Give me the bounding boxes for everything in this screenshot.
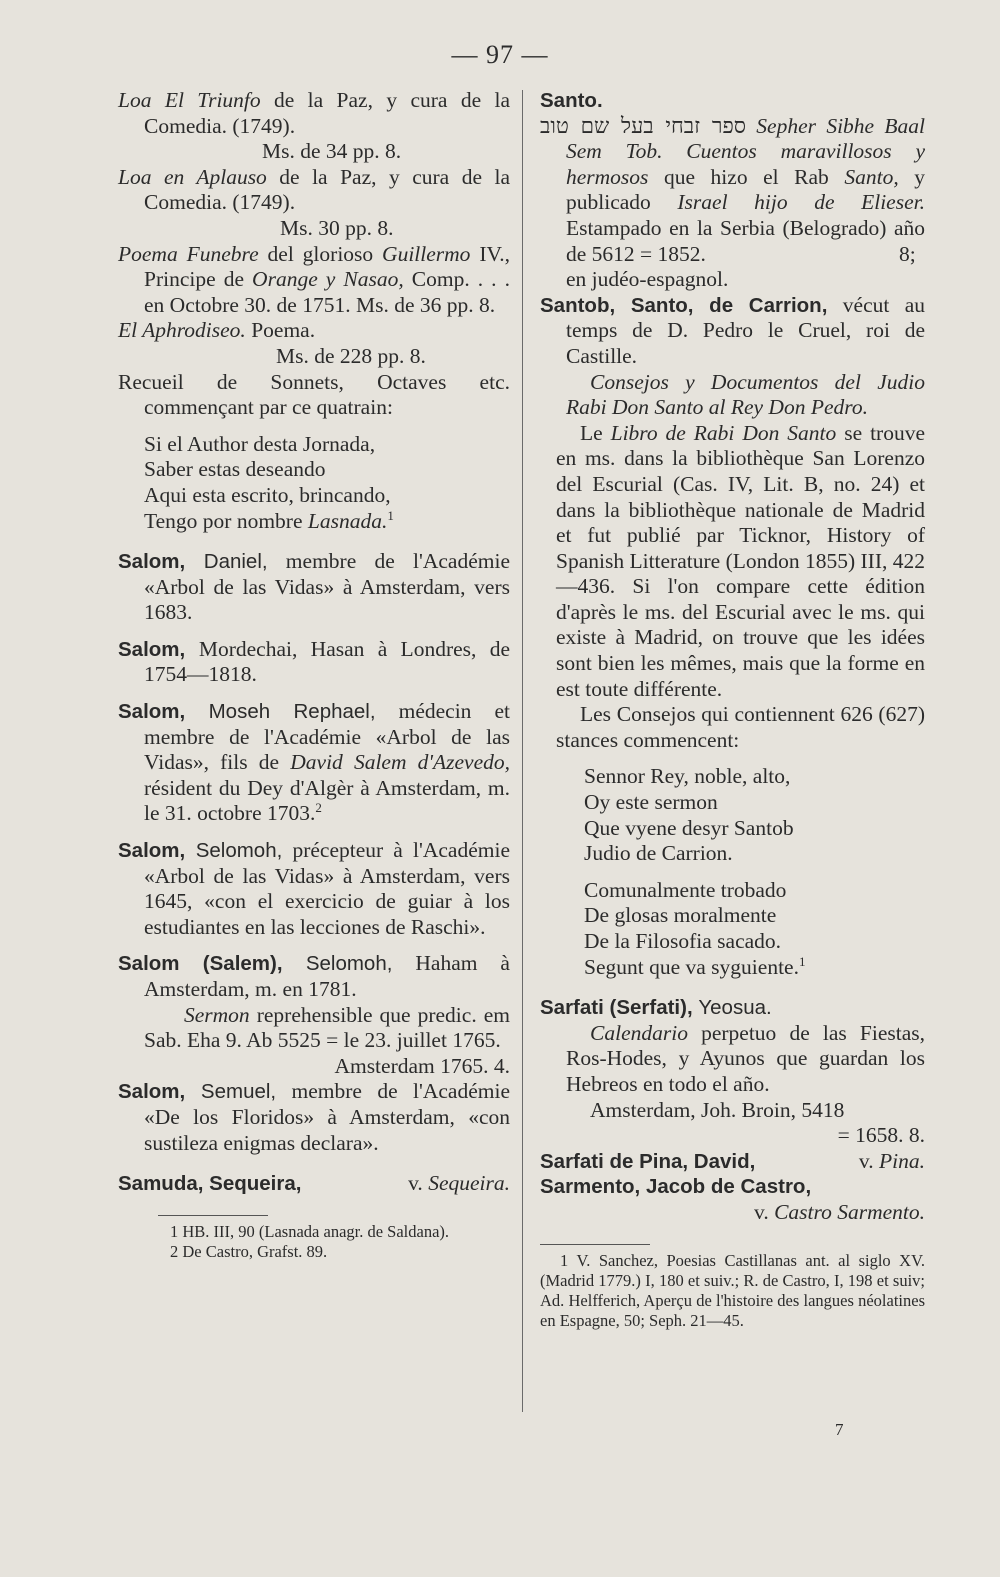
entry-sarfati: Sarfati (Serfati), Yeosua. <box>540 996 772 1020</box>
entry-samuda: Samuda, Sequeira, v. Sequeira. <box>118 1171 510 1196</box>
footnote-rule <box>158 1215 268 1216</box>
entry-salom-semuel: Salom, Semuel, membre de l'Académie «De los Floridos» à Amsterdam, «con sustileza enigmas declara». <box>118 1079 510 1155</box>
entry-poema-funebre: Poema Funebre del glorioso Guillermo IV., Principe de Orange y Nasao, Comp. . . . en Octobre 30. de 1751. Ms. de 36 pp. 8. <box>118 241 510 317</box>
entry-loa-triunfo: Loa El Triunfo de la Paz, y cura de la Comedia. (1749). <box>118 88 510 138</box>
verse-block-1 <box>540 764 925 866</box>
hebrew-title: ספר זבחי בעל שם טוב <box>540 113 746 139</box>
entry-sarmento: Sarmento, Jacob de Castro, <box>540 1175 812 1199</box>
entry-sepher-lang: en judéo-espagnol. <box>566 267 729 292</box>
verse-line: Que vyene desyr Santob <box>584 815 794 840</box>
entry-salom-daniel: Salom, Daniel, membre de l'Académie «Arbol de las Vidas» à Amsterdam, vers 1683. <box>118 549 510 625</box>
verse-line: Sennor Rey, noble, alto, <box>584 764 791 789</box>
footnote-ref: 1 <box>387 507 394 523</box>
footnote-right: 1 V. Sanchez, Poesias Castillanas ant. al siglo XV. (Madrid 1779.) I, 180 et suiv.; R. de Castro, I, 198 et suiv; Ad. Helfferich, Aperçu de l'histoire des langues néolatines en Espagne, 50; Seph. 21—45. <box>540 1250 925 1330</box>
entry-les-consejos: Les Consejos qui contiennent 626 (627) stances commencent: <box>556 702 925 752</box>
entry-salom-mordechai: Salom, Mordechai, Hasan à Londres, de 1754—1818. <box>118 636 510 687</box>
verse-line: Segunt que va syguiente.$^1$ <box>584 953 806 979</box>
quatrain <box>118 432 510 534</box>
left-column <box>118 88 510 1262</box>
entry-salom-salem: Salom (Salem), Selomoh, Haham à Amsterdam, m. en 1781. <box>118 951 510 1001</box>
footnote-ref: 1 <box>798 953 806 969</box>
verse-line: De glosas moralmente <box>584 903 777 928</box>
page-number: — 97 — <box>451 40 549 69</box>
footnote-2: 2 De Castro, Grafst. 89. <box>170 1241 328 1261</box>
entry-salom-selomoh: Salom, Selomoh, précepteur à l'Académie «Arbol de las Vidas» à Amsterdam, vers 1645, «con el exercicio de guiar à los estudiantes en las lecciones de Raschi». <box>118 838 510 939</box>
entry-sarmento-ref: v. Castro Sarmento. <box>753 1199 925 1224</box>
footnote-ref: 2 <box>315 800 322 816</box>
verse-block-2 <box>540 878 925 980</box>
entry-sepher: ספר זבחי בעל שם טוב Sepher Sibhe Baal Sem Tob. Cuentos maravillosos y hermosos que hizo el Rab Santo, y publicado Israel hijo de Elieser. Estampado en la Serbia (Belogrado) año de 5612 = 1852. 8; <box>540 113 926 266</box>
entry-recueil: Recueil de Sonnets, Octaves etc. commençant par ce quatrain: <box>118 369 510 420</box>
entry-calendario-year: = 1658. 8. <box>837 1123 925 1148</box>
entry-loa-aplauso-ms: Ms. 30 pp. 8. <box>280 215 394 240</box>
entry-consejos: Consejos y Documentos del Judio Rabi Don Santo al Rey Don Pedro. <box>566 369 925 420</box>
right-column <box>540 88 925 1331</box>
verse-line: De la Filosofia sacado. <box>584 929 782 953</box>
entry-santob: Santob, Santo, de Carrion, vécut au temps de D. Pedro le Cruel, roi de Castille. <box>540 292 925 368</box>
verse-line: Tengo por nombre Lasnada.$^1$ <box>144 507 394 533</box>
verse-line: Oy este sermon <box>584 790 718 815</box>
entry-calendario-place: Amsterdam, Joh. Broin, 5418 <box>590 1097 845 1122</box>
verse-line: Saber estas deseando <box>144 457 326 482</box>
entry-santo-head: Santo. <box>540 89 603 112</box>
entry-sermon-place: Amsterdam 1765. 4. <box>334 1053 510 1078</box>
entry-salom-moseh: Salom, Moseh Rephael, médecin et membre de l'Académie «Arbol de las Vidas», fils de David Salem d'Azevedo, résident du Dey d'Algèr à Amsterdam, m. le 31. octobre 1703.$^2$ <box>118 699 511 826</box>
entry-aphrodiseo: El Aphrodiseo. Poema. <box>118 318 316 343</box>
entry-calendario: Calendario perpetuo de las Fiestas, Ros-Hodes, y Ayunos que guardan los Hebreos en todo el año. <box>566 1020 925 1096</box>
column-divider <box>522 90 523 1412</box>
verse-line: Si el Author desta Jornada, <box>144 431 376 456</box>
verse-line: Judio de Carrion. <box>584 841 733 866</box>
entry-loa-triunfo-ms: Ms. de 34 pp. 8. <box>262 139 402 164</box>
footnote-1: 1 HB. III, 90 (Lasnada anagr. de Saldana). <box>170 1221 450 1241</box>
signature-mark: 7 <box>835 1420 844 1439</box>
entry-aphrodiseo-ms: Ms. de 228 pp. 8. <box>276 343 426 368</box>
entry-loa-aplauso: Loa en Aplauso de la Paz, y cura de la Comedia. (1749). <box>118 164 510 215</box>
verse-line: Aqui esta escrito, brincando, <box>144 482 391 507</box>
entry-libro: Le Libro de Rabi Don Santo se trouve en ms. dans la bibliothèque San Lorenzo del Escurial (Cas. IV, Lit. B, no. 24) et dans la bibliothèque nationale de Madrid et fut publié par Ticknor, History of Spanish Litterature (London 1855) III, 422—436. Si l'on compare cette édition d'après le ms. del Escurial avec le ms. qui existe à Madrid, on trouve que les idées sont bien les mêmes, mais que la forme en est toute différente. <box>556 420 925 701</box>
verse-line: Comunalmente trobado <box>584 877 787 902</box>
footnote-rule <box>540 1244 650 1245</box>
entry-sermon: Sermon reprehensible que predic. em Sab. Eha 9. Ab 5525 = le 23. juillet 1765. <box>144 1002 510 1053</box>
entry-sarfati-pina: Sarfati de Pina, David, v. Pina. <box>540 1148 925 1173</box>
